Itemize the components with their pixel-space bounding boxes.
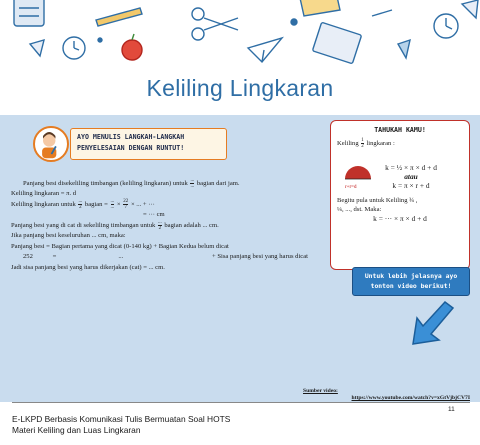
numerator: ... [110,199,115,205]
footer-line-2: Materi Keliling dan Luas Lingkaran [12,425,141,435]
did-you-know-text: Begitu pula untuk Keliling ¾ , [337,197,418,204]
numerator: ... [157,220,162,226]
problem-line [11,220,331,231]
banner-line-1: AYO MENULIS LANGKAH-LANGKAH [77,133,185,141]
problem-line [11,199,331,210]
denominator: 2 [158,226,162,232]
book-icon [312,22,361,64]
clock-icon [434,14,458,38]
pencil-icon [96,8,142,26]
text: Keliling [337,140,359,148]
video-label-line-1: Untuk lebih jelasnya ayo [364,272,458,280]
numerator: ... [78,199,83,205]
footer [12,414,230,436]
apple-icon [122,34,142,60]
did-you-know-text: ¼, ..., dst. Maka: [337,206,382,213]
text: × ... + ··· [130,201,155,209]
problem-line [11,252,331,263]
text: + Sisa panjang besi yang harus dicat [211,253,308,261]
denominator: 7 [124,205,128,211]
clock-icon [63,37,85,59]
problem-line: Jadi sisa panjang besi yang harus dikerjakan (cat) = ... cm. [11,263,165,271]
formula-or: atau [404,172,418,181]
text: Panjang besi yang di cat di sekeliling timbangan untuk [11,222,156,230]
denominator: 2 [79,205,82,211]
instruction-banner [70,128,227,160]
fraction [111,199,115,210]
fraction [361,138,364,149]
video-source-label: Sumber video: [303,388,338,394]
page-number: 11 [448,406,455,413]
problem-line: = ··· cm [143,210,165,218]
fraction [123,199,128,210]
down-left-arrow-icon [409,300,457,348]
did-you-know-intro [337,138,463,149]
calculator-icon [14,0,44,26]
scissors-icon [192,8,238,40]
problem-line: Jika panjang besi keseluruhan ... cm, maka: [11,231,126,239]
text: lingkaran : [366,140,395,148]
formula-3: k = ··· × π × d + d [373,214,427,223]
text: ... [118,253,124,261]
text: bagian = [84,201,108,209]
problem-line [11,178,331,189]
denominator: ... [190,184,195,189]
did-you-know-title: TAHUKAH KAMU! [374,126,426,134]
did-you-know-box [330,120,470,270]
semicircle-label: r+r=d [345,185,357,190]
banner-line-2: PENYELESAIAN DENGAN RUNTUT! [77,144,185,152]
ruler-icon [300,0,340,16]
denominator: 2 [361,144,364,149]
watch-video-button[interactable] [352,267,470,296]
footer-divider [12,402,470,403]
text: Keliling lingkaran untuk [11,201,76,209]
text: = [52,253,57,261]
problem-line: Panjang besi = Bagian pertama yang dicat (0-140 kg) + Bagian Kedua belum dicat [11,242,229,250]
numerator: 1 [361,138,364,143]
text: × [116,201,121,209]
numerator: ... [190,178,195,183]
footer-line-1: E-LKPD Berbasis Komunikasi Tulis Bermuatan Soal HOTS [12,414,231,424]
student-avatar-icon [33,126,69,162]
video-source-link[interactable]: https://www.youtube.com/watch?v=xGtVjbjCV7I [351,395,470,401]
header [0,0,480,115]
fraction [78,199,82,210]
school-doodles [0,0,480,70]
text: Panjang besi disekeliling timbangan (keliling lingkaran) untuk [23,180,188,188]
video-label-line-2: tonton video berikut! [370,282,452,290]
text: bagian dari jam. [196,180,240,188]
paper-plane-icon [248,38,282,62]
fraction [190,178,194,189]
numerator: 22 [123,199,129,205]
problem-line: Keliling lingkaran = π. d [11,189,77,197]
fraction [158,220,162,231]
page-title: Keliling Lingkaran [146,75,334,101]
formula-1: k = ½ × π × d + d [385,163,437,172]
problem-text [11,178,331,273]
formula-2: k = π × r + d [392,181,430,190]
text: 252 [23,253,33,261]
text: bagian adalah ... cm. [164,222,219,230]
video-source [280,388,470,402]
denominator: ... [110,205,115,211]
